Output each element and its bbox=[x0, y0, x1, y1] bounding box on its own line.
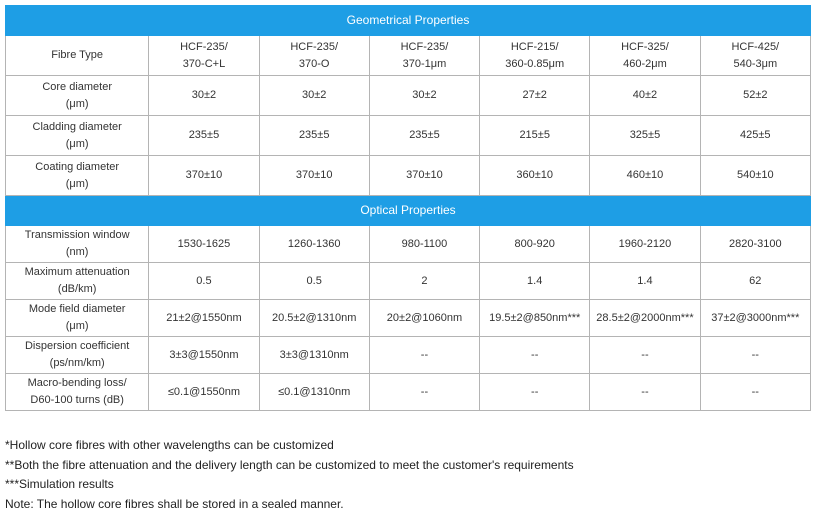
row-label bbox=[6, 337, 149, 374]
row-label-line: Coating diameter bbox=[35, 160, 120, 173]
value-cell: ≤0.1@1310nm bbox=[259, 374, 369, 411]
value-cell: 30±2 bbox=[149, 76, 259, 116]
value-cell: 21±2@1550nm bbox=[149, 300, 259, 337]
fibre-type-line: 460-2μm bbox=[623, 57, 667, 70]
fibre-type-line: 370-O bbox=[298, 57, 330, 70]
table-row-macro-bending-loss bbox=[6, 374, 811, 411]
value-cell: -- bbox=[700, 337, 810, 374]
row-label bbox=[6, 374, 149, 411]
value-cell: 540±10 bbox=[700, 156, 810, 196]
value-cell: 460±10 bbox=[590, 156, 700, 196]
value-cell: 3±3@1550nm bbox=[149, 337, 259, 374]
value-cell: 2820-3100 bbox=[700, 226, 810, 263]
table-row-coating-diameter bbox=[6, 156, 811, 196]
value-cell: 800-920 bbox=[480, 226, 590, 263]
fibre-type-cell bbox=[259, 36, 369, 76]
value-cell: 19.5±2@850nm*** bbox=[480, 300, 590, 337]
row-label bbox=[6, 156, 149, 196]
table-row-core-diameter bbox=[6, 76, 811, 116]
value-cell: 235±5 bbox=[369, 116, 479, 156]
row-label-unit: D60-100 turns (dB) bbox=[30, 394, 124, 406]
value-cell: 235±5 bbox=[259, 116, 369, 156]
fibre-type-row bbox=[6, 36, 811, 76]
value-cell: 0.5 bbox=[259, 263, 369, 300]
value-cell: -- bbox=[700, 374, 810, 411]
value-cell: -- bbox=[480, 374, 590, 411]
value-cell: 30±2 bbox=[259, 76, 369, 116]
row-label-unit: (ps/nm/km) bbox=[49, 357, 105, 369]
value-cell: -- bbox=[369, 337, 479, 374]
value-cell: 40±2 bbox=[590, 76, 700, 116]
value-cell: 235±5 bbox=[149, 116, 259, 156]
value-cell: 20.5±2@1310nm bbox=[259, 300, 369, 337]
row-label-unit: (μm) bbox=[65, 97, 89, 110]
row-label-unit: (dB/km) bbox=[57, 283, 97, 295]
fibre-type-cell bbox=[700, 36, 810, 76]
fibre-type-cell bbox=[590, 36, 700, 76]
row-label: Fibre Type bbox=[6, 36, 149, 76]
value-cell: -- bbox=[369, 374, 479, 411]
fibre-type-line: HCF-325/ bbox=[621, 40, 669, 53]
value-cell: 370±10 bbox=[259, 156, 369, 196]
fibre-type-line: HCF-235/ bbox=[400, 40, 449, 53]
value-cell: 1960-2120 bbox=[590, 226, 700, 263]
value-cell: 3±3@1310nm bbox=[259, 337, 369, 374]
value-cell: 360±10 bbox=[480, 156, 590, 196]
value-cell: ≤0.1@1550nm bbox=[149, 374, 259, 411]
fibre-type-line: 370-C+L bbox=[182, 57, 226, 70]
section-header-optical bbox=[6, 196, 811, 226]
table-row-mode-field-diameter bbox=[6, 300, 811, 337]
value-cell: 1.4 bbox=[590, 263, 700, 300]
value-cell: 1.4 bbox=[480, 263, 590, 300]
value-cell: 325±5 bbox=[590, 116, 700, 156]
row-label-unit: (μm) bbox=[65, 177, 89, 190]
row-label-line: Core diameter bbox=[42, 80, 113, 93]
row-label bbox=[6, 300, 149, 337]
value-cell: 370±10 bbox=[369, 156, 479, 196]
fibre-type-cell bbox=[480, 36, 590, 76]
footnote-line: Note: The hollow core fibres shall be stored in a sealed manner. bbox=[5, 496, 344, 511]
value-cell: 20±2@1060nm bbox=[369, 300, 479, 337]
fibre-type-line: HCF-235/ bbox=[180, 40, 228, 53]
table-row-transmission-window bbox=[6, 226, 811, 263]
footnote-line: **Both the fibre attenuation and the delivery length can be customized to meet the customer's requirements bbox=[5, 457, 574, 472]
fibre-type-cell bbox=[369, 36, 479, 76]
row-label-line: Cladding diameter bbox=[32, 120, 122, 133]
fibre-type-cell bbox=[149, 36, 259, 76]
value-cell: -- bbox=[590, 337, 700, 374]
value-cell: 2 bbox=[369, 263, 479, 300]
section-title: Geometrical Properties bbox=[6, 6, 811, 36]
fibre-type-line: HCF-215/ bbox=[510, 40, 559, 53]
value-cell: 27±2 bbox=[480, 76, 590, 116]
value-cell: 28.5±2@2000nm*** bbox=[590, 300, 700, 337]
value-cell: 0.5 bbox=[149, 263, 259, 300]
row-label-line: Maximum attenuation bbox=[24, 266, 130, 278]
row-label-unit: (nm) bbox=[65, 246, 89, 258]
table-row-maximum-attenuation bbox=[6, 263, 811, 300]
row-label-line: Dispersion coefficient bbox=[24, 340, 130, 352]
table-row-dispersion-coefficient bbox=[6, 337, 811, 374]
value-cell: -- bbox=[480, 337, 590, 374]
fibre-type-line: 360-0.85μm bbox=[505, 57, 565, 70]
table-row-cladding-diameter bbox=[6, 116, 811, 156]
row-label bbox=[6, 263, 149, 300]
value-cell: 1530-1625 bbox=[149, 226, 259, 263]
row-label bbox=[6, 226, 149, 263]
value-cell: 37±2@3000nm*** bbox=[700, 300, 810, 337]
value-cell: 1260-1360 bbox=[259, 226, 369, 263]
value-cell: 215±5 bbox=[480, 116, 590, 156]
fibre-spec-table bbox=[5, 5, 811, 411]
row-label-line: Transmission window bbox=[24, 229, 130, 241]
fibre-type-line: HCF-235/ bbox=[290, 40, 339, 53]
row-label-line: Mode field diameter bbox=[28, 303, 126, 315]
footnote-line: ***Simulation results bbox=[5, 477, 114, 491]
value-cell: 52±2 bbox=[700, 76, 810, 116]
row-label bbox=[6, 116, 149, 156]
fibre-type-line: 540-3μm bbox=[733, 57, 778, 70]
value-cell: -- bbox=[590, 374, 700, 411]
row-label-unit: (μm) bbox=[65, 320, 89, 332]
row-label-line: Macro-bending loss/ bbox=[27, 377, 127, 389]
value-cell: 980-1100 bbox=[369, 226, 479, 263]
row-label-unit: (μm) bbox=[65, 137, 89, 150]
value-cell: 425±5 bbox=[700, 116, 810, 156]
footnote-line: *Hollow core fibres with other wavelengths can be customized bbox=[5, 438, 334, 452]
fibre-type-line: 370-1μm bbox=[402, 57, 447, 70]
section-header-geometrical bbox=[6, 6, 811, 36]
footnotes bbox=[5, 436, 574, 514]
value-cell: 62 bbox=[700, 263, 810, 300]
fibre-type-line: HCF-425/ bbox=[731, 40, 780, 53]
value-cell: 30±2 bbox=[369, 76, 479, 116]
row-label bbox=[6, 76, 149, 116]
section-title: Optical Properties bbox=[6, 196, 811, 226]
value-cell: 370±10 bbox=[149, 156, 259, 196]
